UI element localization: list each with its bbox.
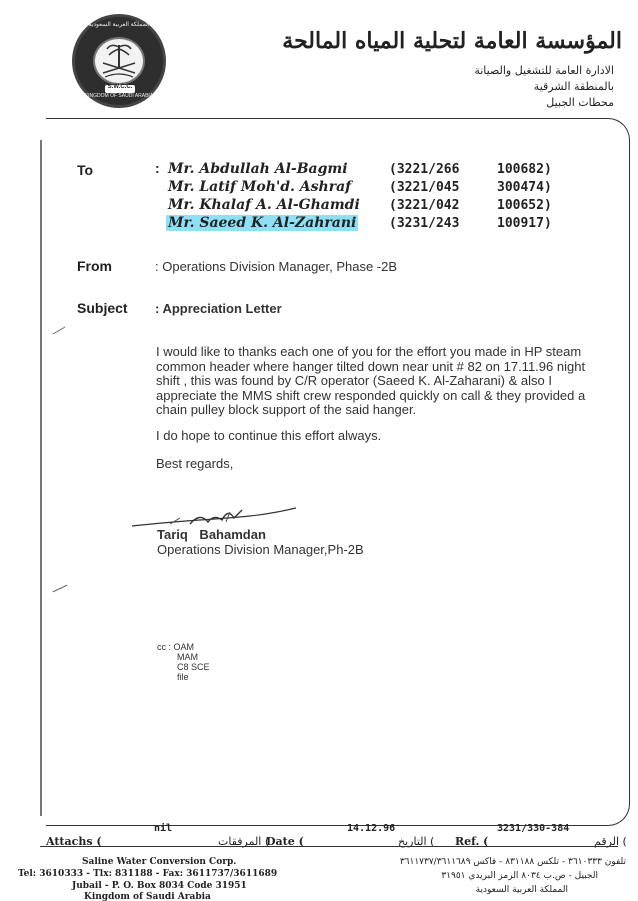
recipient-name-highlighted: Mr. Saeed K. Al-Zahrani (168, 215, 357, 231)
palm-swords-icon (95, 39, 143, 83)
recipient-ref: (3231/243 (389, 216, 460, 231)
recipient-name: Mr. Abdullah Al-Bagmi (168, 161, 348, 177)
address-en-line: Kingdom of Saudi Arabia (84, 892, 211, 901)
body-paragraph: I do hope to continue this effort always. (156, 428, 382, 443)
ref-arabic: ) الرقم (594, 835, 627, 848)
arabic-org-title: المؤسسة العامة لتحلية المياه المالحة (282, 28, 622, 54)
logo-ring-top: المملكة العربية السعودية (88, 22, 150, 28)
recipient-ref: (3221/266 (389, 162, 460, 177)
arabic-line-2: بالمنطقة الشرقية (533, 80, 614, 93)
logo-emblem (93, 37, 145, 85)
attachs-value: nil (154, 823, 173, 834)
to-label: To (77, 162, 94, 178)
logo-band: S.W.C.C. (105, 85, 135, 93)
cc-list (157, 642, 210, 682)
frame-left-edge (40, 140, 42, 816)
address-ar-line: المملكة العربية السعودية (475, 885, 568, 895)
closing-regards: Best regards, (156, 456, 234, 471)
from-label: From (77, 258, 112, 274)
logo-ring-bottom: KINGDOM OF SAUDI ARABIA (84, 93, 154, 99)
address-ar-line: الجبيل - ص.ب ٨٠٣٤ الرمز البريدي ٣١٩٥١ (441, 871, 598, 881)
cc-item: file (177, 672, 189, 682)
footer-divider (40, 846, 618, 847)
body-paragraph: I would like to thanks each one of you for the effort you made in HP steam common header where hanger tilted down near unit # 82 on 17.11.96 night shift , this was found by C/R operator (Saeed K. Al-Zaharani) & also I appreciate the MMS shift crew responded quickly on call & they provided a chain pulley block support of the said hanger. (156, 344, 586, 417)
cc-item: MAM (177, 652, 198, 662)
ref-value: 3231/330-384 (497, 823, 570, 834)
ref-label: Ref. ( (455, 835, 489, 848)
arabic-line-3: محطات الجبيل (546, 96, 614, 109)
cc-item: C8 SCE (177, 662, 210, 672)
address-en-line: Tel: 3610333 - Tlx: 831188 - Fax: 3611737/3611689 (18, 869, 278, 879)
recipient-id: 300474) (497, 180, 552, 195)
date-arabic: ) التاريخ (398, 835, 435, 848)
date-label: Date ( (266, 835, 304, 848)
arabic-line-1: الادارة العامة للتشغيل والصيانة (474, 64, 614, 77)
from-value: : Operations Division Manager, Phase -2B (155, 259, 398, 274)
signatory-title: Operations Division Manager,Ph-2B (157, 542, 364, 557)
recipient-name: Mr. Khalaf A. Al-Ghamdi (168, 197, 360, 213)
address-ar-line: تلفون ٣٦١٠٣٣٣ - تلكس ٨٣١١٨٨ - فاكس ٣٦١١٧٣٧/٣٦١١٦٨٩ (399, 857, 626, 867)
cc-item: cc : OAM (157, 642, 195, 652)
recipient-id: 100682) (497, 162, 552, 177)
subject-label: Subject (77, 300, 128, 316)
subject-value: : Appreciation Letter (155, 301, 282, 316)
recipient-ref: (3221/045 (389, 180, 460, 195)
recipient-id: 100917) (497, 216, 552, 231)
address-en-line: Jubail - P. O. Box 8034 Code 31951 (72, 881, 247, 891)
swcc-logo (72, 14, 166, 108)
recipient-ref: (3221/042 (389, 198, 460, 213)
recipient-name: Mr. Latif Moh'd. Ashraf (168, 179, 352, 195)
recipient-id: 100652) (497, 198, 552, 213)
attachs-arabic: ) المرفقات (218, 835, 270, 848)
date-value: 14.12.96 (347, 823, 396, 834)
address-en-line: Saline Water Conversion Corp. (82, 857, 237, 867)
attachs-label: Attachs ( (46, 835, 102, 848)
to-colon: : (155, 160, 160, 176)
signatory-name: Tariq Bahamdan (157, 527, 266, 542)
